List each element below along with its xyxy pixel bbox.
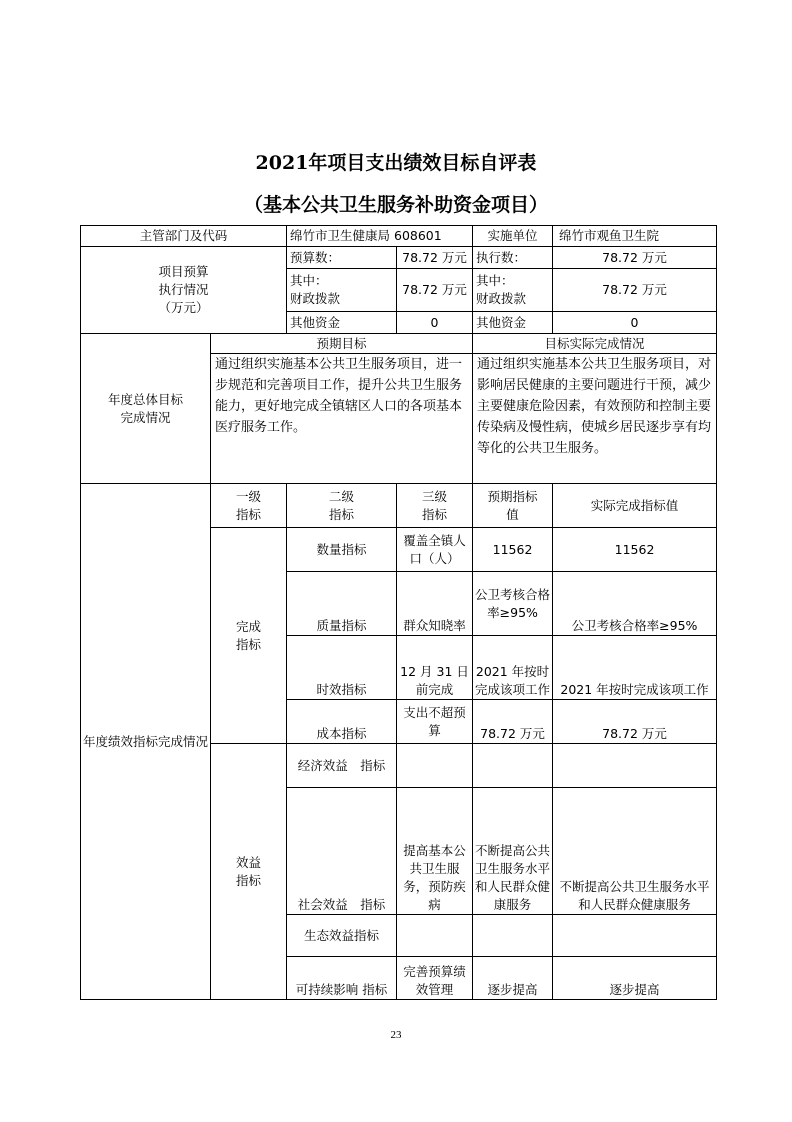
social-level3: 提高基本公共卫生服务，预防疾病: [397, 788, 473, 915]
sustainable-level2: 可持续影响 指标: [287, 957, 397, 1000]
cost-actual: 78.72 万元: [553, 700, 717, 744]
budget-amount-value: 78.72 万元: [397, 247, 473, 269]
ecological-actual: [553, 915, 717, 957]
expected-goal-text: 通过组织实施基本公共卫生服务项目，进一步规范和完善项目工作，提升公共卫生服务能力，更好地完成全镇辖区人口的各项基本医疗服务工作。: [211, 354, 473, 484]
level1-header: 一级 指标: [211, 484, 287, 528]
annual-goal-label: 年度总体目标 完成情况: [81, 334, 211, 484]
dept-label: 主管部门及代码: [81, 226, 287, 247]
fiscal-value: 78.72 万元: [397, 269, 473, 312]
cost-level2: 成本指标: [287, 700, 397, 744]
quality-actual: 公卫考核合格率≥95%: [553, 572, 717, 636]
timeliness-actual: 2021 年按时完成该项工作: [553, 636, 717, 700]
indicators-label: 年度绩效指标完成情况: [81, 484, 211, 1000]
social-actual: 不断提高公共卫生服务水平和人民群众健康服务: [553, 788, 717, 915]
budget-label: 项目预算 执行情况 （万元）: [81, 247, 287, 334]
exec-amount-value: 78.72 万元: [553, 247, 717, 269]
performance-table: [80, 225, 717, 1000]
expected-value-header: 预期指标 值: [473, 484, 553, 528]
table-row: [81, 226, 717, 247]
page-number: 23: [390, 1029, 402, 1041]
unit-value: 绵竹市观鱼卫生院: [553, 226, 717, 247]
quantity-level3: 覆盖全镇人口（人）: [397, 528, 473, 572]
fiscal-label: 其中： 财政拨款: [287, 269, 397, 312]
table-row: [81, 334, 717, 354]
timeliness-level3: 12 月 31 日前完成: [397, 636, 473, 700]
ecological-level3: [397, 915, 473, 957]
level2-header: 二级 指标: [287, 484, 397, 528]
benefit-indicator-label: 效益 指标: [211, 744, 287, 1000]
timeliness-level2: 时效指标: [287, 636, 397, 700]
other-exec-value: 0: [553, 312, 717, 334]
dept-value: 绵竹市卫生健康局 608601: [287, 226, 473, 247]
expected-goal-header: 预期目标: [211, 334, 473, 354]
social-expected: 不断提高公共卫生服务水平和人民群众健康服务: [473, 788, 553, 915]
ecological-expected: [473, 915, 553, 957]
quantity-expected: 11562: [473, 528, 553, 572]
other-exec-label: 其他资金: [473, 312, 553, 334]
cost-level3: 支出不超预算: [397, 700, 473, 744]
economic-level3: [397, 744, 473, 788]
table-row: [81, 247, 717, 269]
other-funds-value: 0: [397, 312, 473, 334]
exec-amount-label: 执行数：: [473, 247, 553, 269]
ecological-level2: 生态效益指标: [287, 915, 397, 957]
page-title: 2021年项目支出绩效目标自评表: [255, 152, 537, 174]
quality-level2: 质量指标: [287, 572, 397, 636]
cost-expected: 78.72 万元: [473, 700, 553, 744]
economic-level2: 经济效益 指标: [287, 744, 397, 788]
sustainable-actual: 逐步提高: [553, 957, 717, 1000]
fiscal-exec-value: 78.72 万元: [553, 269, 717, 312]
quantity-level2: 数量指标: [287, 528, 397, 572]
sustainable-expected: 逐步提高: [473, 957, 553, 1000]
completion-indicator-label: 完成 指标: [211, 528, 287, 744]
other-funds-label: 其他资金: [287, 312, 397, 334]
page-subtitle: （基本公共卫生服务补助资金项目）: [243, 194, 548, 216]
unit-label: 实施单位: [473, 226, 553, 247]
quality-expected: 公卫考核合格率≥95%: [473, 572, 553, 636]
quantity-actual: 11562: [553, 528, 717, 572]
sustainable-level3: 完善预算绩效管理: [397, 957, 473, 1000]
timeliness-expected: 2021 年按时完成该项工作: [473, 636, 553, 700]
level3-header: 三级 指标: [397, 484, 473, 528]
fiscal-exec-label: 其中： 财政拨款: [473, 269, 553, 312]
economic-expected: [473, 744, 553, 788]
actual-goal-header: 目标实际完成情况: [473, 334, 717, 354]
table-row: [81, 484, 717, 528]
social-level2: 社会效益 指标: [287, 788, 397, 915]
budget-amount-label: 预算数：: [287, 247, 397, 269]
economic-actual: [553, 744, 717, 788]
quality-level3: 群众知晓率: [397, 572, 473, 636]
actual-goal-text: 通过组织实施基本公共卫生服务项目，对影响居民健康的主要问题进行干预，减少主要健康危险因素，有效预防和控制主要传染病及慢性病，使城乡居民逐步享有均等化的公共卫生服务。: [473, 354, 717, 484]
actual-value-header: 实际完成指标值: [553, 484, 717, 528]
